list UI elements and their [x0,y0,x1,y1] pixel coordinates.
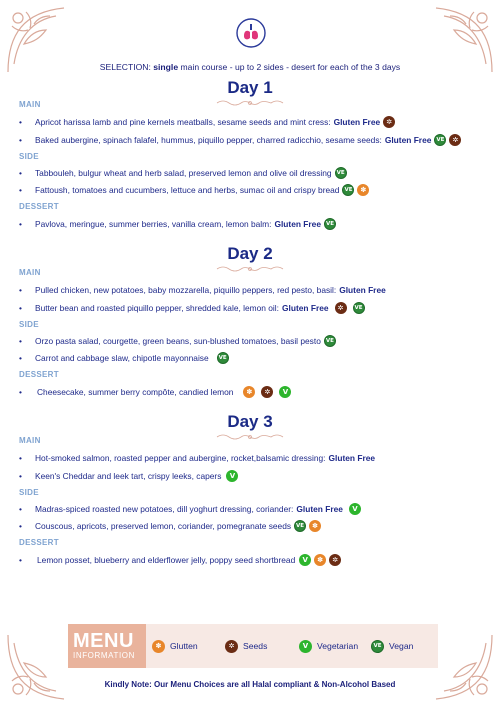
list-item: • Apricot harissa lamb and pine kernels meatballs, sesame seeds and mint cress: Gluten Free ✲ [19,116,395,128]
seeds-icon: ✲ [329,554,341,566]
list-item: • Lemon posset, blueberry and elderflower jelly, poppy seed shortbread V ✽ ✲ [19,554,341,566]
vegetarian-icon: V [226,470,238,482]
day-2-side-label: SIDE [19,320,39,329]
day-1-side-label: SIDE [19,152,39,161]
list-item: • Cheesecake, summer berry compôte, candied lemon ✽ ✲ V [19,386,291,398]
legend-title-small: INFORMATION [73,651,136,660]
seeds-icon: ✲ [449,134,461,146]
vegan-icon: VE [335,167,347,179]
day-3-dessert-label: DESSERT [19,538,59,547]
list-item: • Couscous, apricots, preserved lemon, coriander, pomegranate seeds VE ✽ [19,520,321,532]
day-2-title: Day 2 [227,244,273,263]
vegan-icon: VE [324,218,336,230]
vegetarian-icon: V [349,503,361,515]
list-item: • Baked aubergine, spinach falafel, hummus, piquillo pepper, charred radicchio, sesame seeds: Gluten Free VE ✲ [19,134,461,146]
legend-title-big: MENU [73,630,134,652]
vegan-icon: VE [324,335,336,347]
vegetarian-icon: V [299,554,311,566]
list-item: • Carrot and cabbage slaw, chipotle mayonnaise VE [19,353,227,363]
vegetarian-icon: V [299,640,312,653]
legend-title [68,624,146,668]
list-item: • Orzo pasta salad, courgette, green beans, sun-blushed tomatoes, basil pesto VE [19,336,334,346]
halal-note: Kindly Note: Our Menu Choices are all Halal compliant & Non-Alcohol Based [104,680,396,689]
day-3-title: Day 3 [227,412,273,431]
list-item: • Butter bean and roasted piquillo pepper, shredded kale, lemon oil: Gluten Free ✲ VE [19,303,363,313]
list-item: • Madras-spiced roasted new potatoes, dill yoghurt dressing, coriander: Gluten Free V [19,503,361,515]
selection-single: single [153,62,179,72]
selection-rest: main course - up to 2 sides - desert for each of the 3 days [180,62,401,72]
corner-ornament-icon [4,631,76,703]
legend-vegetarian: V Vegetarian [299,640,358,653]
vegan-icon: VE [371,640,384,653]
swirl-divider-icon [215,99,285,107]
gluten-icon: ✽ [309,520,321,532]
list-item: • Fattoush, tomatoes and cucumbers, lettuce and herbs, sumac oil and crispy bread VE ✽ [19,184,369,196]
swirl-divider-icon [215,265,285,273]
menu-information-legend [68,624,438,668]
seeds-icon: ✲ [225,640,238,653]
gluten-icon: ✽ [314,554,326,566]
day-1-dessert-label: DESSERT [19,202,59,211]
seeds-icon: ✲ [335,302,347,314]
vegan-icon: VE [434,134,446,146]
day-2-main-label: MAIN [19,268,41,277]
list-item: • Tabbouleh, bulgur wheat and herb salad, preserved lemon and olive oil dressing VE [19,168,345,178]
list-item: • Keen's Cheddar and leek tart, crispy leeks, capers V [19,470,238,482]
seeds-icon: ✲ [261,386,273,398]
vegan-icon: VE [342,184,354,196]
gluten-icon: ✽ [152,640,165,653]
list-item: • Hot-smoked salmon, roasted pepper and aubergine, rocket,balsamic dressing: Gluten Free [19,453,376,463]
day-3-main-label: MAIN [19,436,41,445]
day-2-dessert-label: DESSERT [19,370,59,379]
list-item: • Pulled chicken, new potatoes, baby mozzarella, piquillo peppers, red pesto, basil: Gluten Free [19,285,386,295]
vegan-icon: VE [217,352,229,364]
legend-gluten: ✽ Glutten [152,640,198,653]
day-3-side-label: SIDE [19,488,39,497]
gluten-icon: ✽ [243,386,255,398]
day-1-main-label: MAIN [19,100,41,109]
selection-instructions [0,62,500,72]
vegetarian-icon: V [279,386,291,398]
day-1-title: Day 1 [227,78,273,97]
vegan-icon: VE [294,520,306,532]
vegan-icon: VE [353,302,365,314]
legend-vegan: VE Vegan [371,640,413,653]
selection-prefix: SELECTION: [99,62,151,72]
list-item: • Pavlova, meringue, summer berries, vanilla cream, lemon balm: Gluten Free VE [19,219,334,229]
legend-seeds: ✲ Seeds [225,640,267,653]
lungs-logo-icon [236,18,266,48]
gluten-icon: ✽ [357,184,369,196]
swirl-divider-icon [215,433,285,441]
seeds-icon: ✲ [383,116,395,128]
